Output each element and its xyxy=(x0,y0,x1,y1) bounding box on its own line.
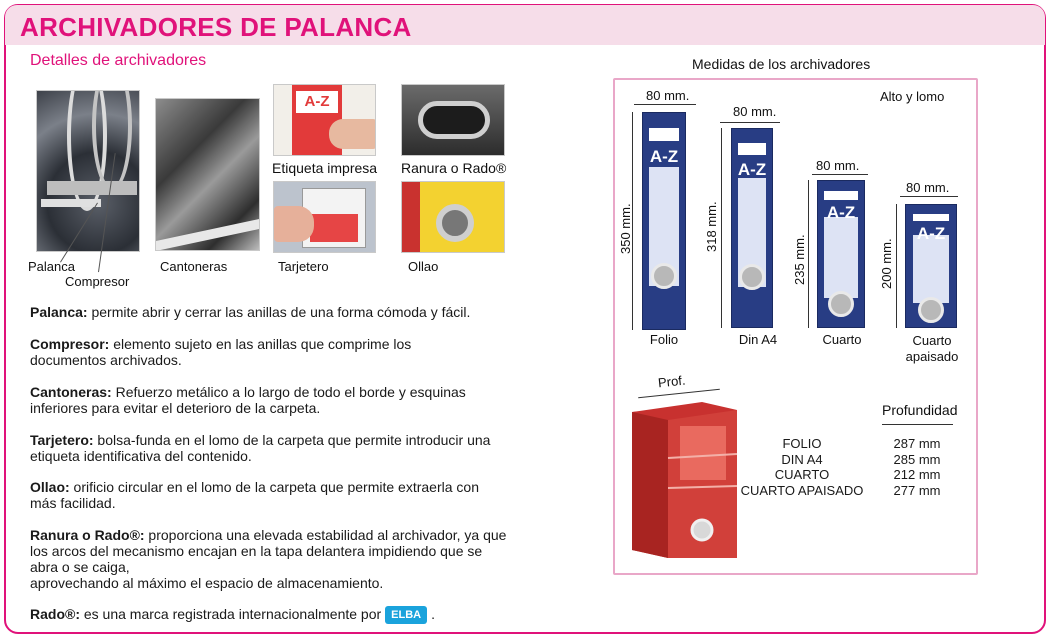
brand-strip xyxy=(738,143,767,155)
spine-hole xyxy=(918,297,944,323)
rado-end: . xyxy=(431,606,435,622)
text-ranura-cont: aprovechando al máximo el espacio de almacenamiento. xyxy=(30,575,384,591)
term-rado: Rado®: xyxy=(30,606,80,622)
spine-hole xyxy=(739,264,765,290)
ranura-photo xyxy=(401,84,505,156)
hand-shape xyxy=(274,206,314,242)
spine-az: A-Z xyxy=(737,159,767,179)
spine-window xyxy=(680,426,726,480)
ollao-photo xyxy=(401,181,505,253)
depth-name-folio: FOLIO xyxy=(782,436,822,451)
spine-az: A-Z xyxy=(824,204,857,217)
depth-value-cuarto: 212 mm xyxy=(893,467,941,482)
caption-ollao: Ollao xyxy=(408,259,439,274)
spine-az: A-Z xyxy=(913,225,949,236)
text-ranura: proporciona una elevada estabilidad al archivador, ya que los arcos del mecanismo encajan en la tapa delantera impidiendo que se abra o se caiga, xyxy=(30,527,507,575)
desc-compresor xyxy=(30,336,460,368)
ollao-hole xyxy=(436,204,474,242)
rado-note xyxy=(30,606,520,624)
caption-palanca: Palanca xyxy=(28,259,75,274)
palanca-photo xyxy=(36,90,140,252)
depth-value-folio: 287 mm xyxy=(893,436,941,451)
cuarto-height-line xyxy=(808,180,809,328)
apaisado-width-label: 80 mm. xyxy=(906,180,950,195)
brand-strip xyxy=(913,214,949,221)
binder-dina4 xyxy=(731,128,773,328)
text-tarjetero: bolsa-funda en el lomo de la carpeta que permite introducir una etiqueta identificativa del contenido. xyxy=(30,432,491,464)
lever-plate xyxy=(47,181,137,195)
term-tarjetero: Tarjetero: xyxy=(30,432,94,448)
corner-note: Alto y lomo xyxy=(880,89,945,104)
binder-cuarto-apaisado xyxy=(905,204,957,328)
compressor-bar xyxy=(41,199,101,207)
depth-value-dina4: 285 mm xyxy=(893,451,941,467)
cuarto-width-line xyxy=(812,174,868,175)
dina4-height-label: 318 mm. xyxy=(704,201,719,252)
binder-cuarto xyxy=(817,180,865,328)
text-cantoneras: Refuerzo metálico a lo largo de todo el borde y esquinas inferiores para evitar el deterioro de la carpeta. xyxy=(30,384,466,416)
caption-cantoneras: Cantoneras xyxy=(160,259,228,274)
apaisado-width-line xyxy=(900,196,958,197)
binder-cover xyxy=(632,412,668,558)
text-ollao: orificio circular en el lomo de la carpeta que permite extraerla con más facilidad. xyxy=(30,479,479,511)
details-subtitle: Detalles de archivadores xyxy=(30,52,207,69)
apaisado-height-line xyxy=(896,204,897,328)
binder-name-folio: Folio xyxy=(649,332,679,347)
spine-hole xyxy=(692,520,712,540)
cantoneras-photo xyxy=(155,98,260,251)
measures-title: Medidas de los archivadores xyxy=(692,56,871,72)
caption-ranura: Ranura o Rado® xyxy=(401,160,507,176)
brand-strip xyxy=(649,128,679,141)
prof-label: Prof. xyxy=(657,372,687,391)
tarjetero-photo xyxy=(273,181,376,253)
text-compresor: elemento sujeto en las anillas que comprime los documentos archivados. xyxy=(30,336,412,368)
term-cantoneras: Cantoneras: xyxy=(30,384,112,400)
card-shape xyxy=(310,214,358,242)
red-binder-illustration xyxy=(632,398,737,558)
desc-ranura xyxy=(30,527,514,575)
etiqueta-photo xyxy=(273,84,376,156)
caption-etiqueta: Etiqueta impresa xyxy=(272,160,378,176)
binder-folio xyxy=(642,112,686,330)
brand-strip xyxy=(824,191,857,200)
az-label: A-Z xyxy=(296,91,338,113)
apaisado-height-label: 200 mm. xyxy=(879,238,894,289)
depth-header: Profundidad xyxy=(882,402,958,418)
depth-value-cuarto-apaisado: 277 mm xyxy=(893,482,941,498)
folio-height-label: 350 mm. xyxy=(618,203,633,254)
red-side xyxy=(402,182,420,253)
desc-cantoneras xyxy=(30,384,510,416)
desc-ollao xyxy=(30,479,506,511)
term-ollao: Ollao: xyxy=(30,479,70,495)
folio-width-label: 80 mm. xyxy=(646,88,690,103)
folio-width-line xyxy=(634,104,696,105)
cuarto-width-label: 80 mm. xyxy=(816,158,860,173)
binder-name-cuarto-apaisado: Cuarto apaisado xyxy=(905,333,959,364)
spine-hole xyxy=(828,291,854,317)
hand-shape xyxy=(329,119,376,149)
depth-values xyxy=(888,436,946,498)
elba-logo: ELBA xyxy=(385,606,427,624)
page-title: ARCHIVADORES DE PALANCA xyxy=(20,12,412,42)
cuarto-height-label: 235 mm. xyxy=(792,234,807,285)
depth-names xyxy=(740,436,864,498)
depth-name-cuarto: CUARTO xyxy=(774,467,830,482)
dina4-width-label: 80 mm. xyxy=(733,104,777,119)
caption-tarjetero: Tarjetero xyxy=(278,259,329,274)
text-palanca: permite abrir y cerrar las anillas de una forma cómoda y fácil. xyxy=(87,304,471,320)
caption-compresor: Compresor xyxy=(65,274,130,289)
term-compresor: Compresor: xyxy=(30,336,110,352)
dina4-height-line xyxy=(721,128,722,328)
binder-name-dina4: Din A4 xyxy=(738,332,778,347)
desc-ranura-cont xyxy=(30,575,520,591)
depth-rule xyxy=(882,424,953,425)
term-palanca: Palanca: xyxy=(30,304,88,320)
term-ranura: Ranura o Rado®: xyxy=(30,527,145,543)
depth-name-cuarto-apaisado: CUARTO APAISADO xyxy=(740,482,864,498)
depth-name-dina4: DIN A4 xyxy=(781,451,823,467)
slot-shape xyxy=(418,101,490,139)
text-rado: es una marca registrada internacionalmente por xyxy=(79,606,382,622)
dina4-width-line xyxy=(720,122,780,123)
spine-az: A-Z xyxy=(649,146,679,166)
desc-tarjetero xyxy=(30,432,516,464)
binder-name-cuarto: Cuarto xyxy=(822,332,862,347)
desc-palanca xyxy=(30,304,520,320)
metal-edge xyxy=(156,219,259,251)
spine-hole xyxy=(651,263,677,289)
